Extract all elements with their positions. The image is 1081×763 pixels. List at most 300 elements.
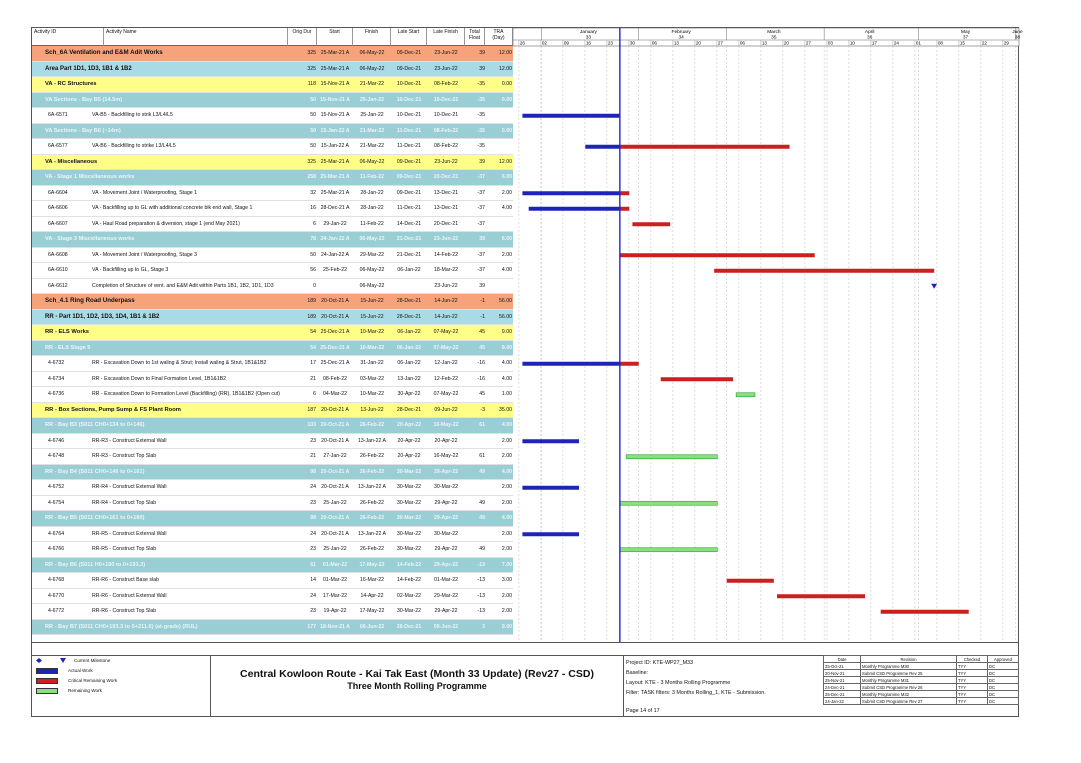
svg-text:33: 33 bbox=[585, 35, 592, 41]
cell-lf: 29-Apr-22 bbox=[434, 561, 458, 568]
cell-name: RR-R3 - Construct External Wall bbox=[92, 437, 167, 444]
cell-finish: 21-Mar-22 bbox=[359, 127, 385, 134]
cell-ls: 30-Mar-22 bbox=[397, 484, 421, 491]
cell-od: 24 bbox=[310, 592, 316, 599]
cell-lf: 12-Feb-22 bbox=[434, 375, 458, 382]
cell-start: 28-Dec-21 A bbox=[320, 205, 350, 212]
cell-start: 25-Dec-21 A bbox=[320, 329, 350, 336]
cell-lf: 12-Jan-22 bbox=[434, 360, 458, 367]
baseline: Baseline: bbox=[626, 670, 649, 676]
cell-ls: 10-Dec-21 bbox=[396, 81, 422, 88]
svg-text:29: 29 bbox=[1003, 40, 1009, 46]
rev-head-date: Date bbox=[824, 656, 861, 663]
cell-start: 15-Nov-21 A bbox=[320, 81, 350, 88]
remaining-bar[interactable] bbox=[626, 455, 717, 459]
activity-row[interactable] bbox=[32, 496, 513, 512]
actual-bar[interactable] bbox=[522, 486, 579, 490]
cell-tf: -37 bbox=[477, 267, 485, 274]
svg-text:30: 30 bbox=[629, 40, 635, 46]
cell-od: 50 bbox=[310, 112, 316, 119]
cell-finish: 10-Mar-22 bbox=[360, 391, 384, 398]
cell-tra: 2.00 bbox=[501, 592, 512, 599]
wbs-group-row[interactable] bbox=[32, 465, 513, 481]
cell-finish: 31-Jan-22 bbox=[360, 360, 384, 367]
cell-tf: -35 bbox=[477, 143, 485, 150]
cell-start: 29-Jan-22 bbox=[323, 220, 347, 227]
activity-row[interactable] bbox=[32, 589, 513, 605]
cell-od: 50 bbox=[310, 143, 316, 150]
wbs-group-row[interactable] bbox=[32, 124, 513, 140]
revision-cell: TYY bbox=[957, 677, 988, 684]
revision-cell: 25-Nov-21 bbox=[824, 677, 861, 684]
cell-tf: -35 bbox=[477, 96, 485, 103]
wbs-group-row[interactable] bbox=[32, 341, 513, 357]
cell-tra: 2.00 bbox=[501, 546, 512, 553]
header-late-start[interactable]: Late Start bbox=[391, 28, 427, 46]
activity-row[interactable] bbox=[32, 263, 513, 279]
actual-bar[interactable] bbox=[585, 145, 620, 149]
cell-tf: -13 bbox=[477, 577, 485, 584]
header-late-finish[interactable]: Late Finish bbox=[427, 28, 465, 46]
cell-tf bbox=[465, 527, 485, 542]
revision-cell: TYY bbox=[957, 684, 988, 691]
cell-start: 20-Oct-21 A bbox=[321, 437, 349, 444]
activity-row[interactable] bbox=[32, 279, 513, 295]
cell-tf: -3 bbox=[480, 406, 485, 413]
critical-bar[interactable] bbox=[620, 191, 629, 195]
cell-tf: -16 bbox=[477, 360, 485, 367]
header-total-float[interactable]: Total Float bbox=[465, 28, 485, 46]
cell-lf: 14-Feb-22 bbox=[434, 251, 458, 258]
cell-finish: 26-Feb-22 bbox=[359, 515, 385, 522]
cell-ls: 11-Dec-21 bbox=[397, 205, 421, 212]
cell-od: 325 bbox=[307, 50, 316, 57]
cell-lf: 07-May-22 bbox=[433, 344, 459, 351]
cell-start: 20-Oct-21 A bbox=[321, 484, 349, 491]
cell-od: 23 bbox=[310, 546, 316, 553]
cell-id: 4-6734 bbox=[48, 375, 65, 382]
critical-bar[interactable] bbox=[881, 610, 969, 614]
cell-start: 25-Mar-21 A bbox=[320, 189, 350, 196]
cell-name: VA Sections - Bay B5 (14.5m) bbox=[45, 96, 123, 103]
cell-od: 78 bbox=[310, 236, 316, 243]
cell-name: VA - Backfilling up to GL with additional concrete blk end wall, Stage 1 bbox=[92, 205, 253, 212]
cell-ls: 20-Apr-22 bbox=[397, 422, 421, 429]
svg-text:16: 16 bbox=[585, 40, 591, 46]
cell-finish: 06-May-22 bbox=[359, 282, 385, 289]
revision-cell: DC bbox=[988, 684, 1019, 691]
cell-name: VA - Miscellaneous bbox=[45, 158, 98, 165]
header-start[interactable]: Start bbox=[317, 28, 353, 46]
cell-name: RR - Excavation Down to Formation Level (Backfilling) (RR), 1B1&1B2 (Open cut) bbox=[92, 391, 280, 398]
svg-text:27: 27 bbox=[717, 40, 723, 46]
cell-od: 16 bbox=[310, 205, 316, 212]
critical-bar[interactable] bbox=[714, 269, 934, 273]
remaining-bar[interactable] bbox=[620, 501, 717, 505]
cell-tf: -13 bbox=[477, 561, 485, 568]
revision-cell: 20-Nov-21 bbox=[824, 670, 861, 677]
header-finish[interactable]: Finish bbox=[353, 28, 391, 46]
cell-name: RR-R6 - Construct Base slab bbox=[92, 577, 159, 584]
wbs-group-row[interactable] bbox=[32, 310, 513, 326]
cell-id: 6A-6571 bbox=[48, 112, 68, 119]
cell-name: RR - ELS Works bbox=[45, 329, 90, 336]
cell-name: RR - Excavation Down to Final Formation Level, 1B1&1B2 bbox=[92, 375, 227, 382]
svg-text:23: 23 bbox=[607, 40, 613, 46]
svg-text:April: April bbox=[864, 30, 875, 35]
activity-row[interactable] bbox=[32, 573, 513, 589]
cell-tra: 3.00 bbox=[501, 577, 512, 584]
cell-start: 01-Mar-22 bbox=[323, 577, 347, 584]
legend bbox=[32, 655, 210, 717]
cell-name: RR - ELS Stage 5 bbox=[45, 344, 91, 351]
cell-start: 25-Mar-21 A bbox=[320, 174, 350, 181]
cell-finish: 15-Jun-22 bbox=[360, 298, 384, 305]
revision-cell: DC bbox=[988, 670, 1019, 677]
cell-od: 103 bbox=[307, 422, 316, 429]
cell-tra: 4.00 bbox=[501, 515, 512, 522]
cell-od: 24 bbox=[310, 530, 316, 537]
cell-lf: 16-May-22 bbox=[433, 422, 459, 429]
cell-ls: 30-Mar-22 bbox=[396, 468, 422, 475]
cell-finish: 26-Feb-22 bbox=[360, 546, 384, 553]
cell-name: RR-R4 - Construct External Wall bbox=[92, 484, 167, 491]
activity-row[interactable] bbox=[32, 139, 513, 155]
svg-text:May: May bbox=[961, 30, 971, 35]
cell-finish: 25-Jan-22 bbox=[360, 112, 384, 119]
wbs-group-row[interactable] bbox=[32, 46, 513, 62]
filter-text: Filter: TASK filters: 3 Months Rolling_1, KTE - Submission. bbox=[626, 690, 766, 696]
cell-name: Sch_4.1 Ring Road Underpass bbox=[45, 297, 135, 305]
cell-name: VA-B5 - Backfilling to strik L3/L4/L5 bbox=[92, 112, 173, 119]
cell-tf bbox=[465, 434, 485, 449]
cell-lf: 23-Jun-22 bbox=[434, 158, 458, 165]
cell-lf: 30-Mar-22 bbox=[434, 484, 458, 491]
cell-id: 4-6768 bbox=[48, 577, 65, 584]
cell-finish: 25-Jan-22 bbox=[360, 96, 384, 103]
wbs-group-row[interactable] bbox=[32, 77, 513, 93]
activity-row[interactable] bbox=[32, 387, 513, 403]
cell-od: 21 bbox=[310, 375, 316, 382]
actual-bar[interactable] bbox=[529, 207, 620, 211]
svg-text:22: 22 bbox=[981, 40, 987, 46]
legend-critical bbox=[36, 677, 117, 684]
cell-finish: 13-Jan-22 A bbox=[358, 437, 386, 444]
footer-separator bbox=[32, 642, 1019, 643]
cell-tra: 0.00 bbox=[501, 127, 512, 134]
cell-tra: 2.00 bbox=[501, 453, 512, 460]
cell-finish: 06-Jun-22 bbox=[359, 623, 385, 630]
activity-row[interactable] bbox=[32, 434, 513, 450]
cell-od: 61 bbox=[310, 561, 316, 568]
wbs-group-row[interactable] bbox=[32, 155, 513, 171]
revision-table bbox=[823, 655, 1019, 717]
cell-start: 25-Jan-22 bbox=[323, 499, 347, 506]
cell-start bbox=[317, 279, 353, 294]
cell-lf: 18-Mar-22 bbox=[434, 267, 458, 274]
cell-lf: 01-Mar-22 bbox=[434, 577, 458, 584]
actual-bar[interactable] bbox=[522, 362, 619, 366]
cell-ls: 09-Dec-21 bbox=[396, 189, 422, 196]
wbs-group-row[interactable] bbox=[32, 62, 513, 78]
cell-finish: 14-Apr-22 bbox=[360, 592, 384, 599]
cell-name: RR - Excavation Down to 1st waling & Strut; Install waling & Strut, 1B1&1B2 bbox=[92, 360, 267, 367]
cell-ls: 21-Dec-21 bbox=[396, 251, 422, 258]
cell-ls: 06-Jan-22 bbox=[397, 329, 421, 336]
cell-start: 20-Oct-21 A bbox=[320, 515, 350, 522]
wbs-group-row[interactable] bbox=[32, 93, 513, 109]
cell-tf: 39 bbox=[479, 158, 485, 165]
cell-od: 23 bbox=[310, 608, 316, 615]
wbs-group-row[interactable] bbox=[32, 403, 513, 419]
cell-tf: -35 bbox=[477, 81, 485, 88]
cell-name: RR - Part 1D1, 1D2, 1D3, 1D4, 1B1 & 1B2 bbox=[45, 313, 160, 320]
header-activity-id[interactable]: Activity ID bbox=[32, 28, 104, 46]
header-activity-name[interactable]: Activity Name bbox=[104, 28, 288, 46]
cell-tra: 2.00 bbox=[501, 530, 512, 537]
svg-text:36: 36 bbox=[867, 35, 873, 41]
revision-cell: 25-Dec-21 bbox=[824, 691, 861, 698]
cell-name: RR-R4 - Construct Top Slab bbox=[92, 499, 157, 506]
legend-remaining bbox=[36, 687, 102, 694]
cell-lf: 29-Mar-22 bbox=[434, 592, 458, 599]
cell-name: RR-R5 - Construct External Wall bbox=[92, 530, 167, 537]
cell-tra: 9.00 bbox=[501, 344, 512, 351]
milestone-marker[interactable] bbox=[931, 284, 937, 289]
cell-finish: 26-Feb-22 bbox=[360, 453, 384, 460]
cell-name: Area Part 1D1, 1D3, 1B1 & 1B2 bbox=[45, 65, 132, 72]
cell-start: 08-Feb-22 bbox=[323, 375, 347, 382]
cell-tf: 61 bbox=[479, 422, 485, 429]
critical-bar[interactable] bbox=[727, 579, 774, 583]
revision-row bbox=[824, 670, 1019, 677]
cell-finish: 06-May-22 bbox=[359, 50, 385, 57]
legend-remaining-label: Remaining Work bbox=[68, 688, 102, 693]
cell-id: 4-6732 bbox=[48, 360, 65, 367]
wbs-group-row[interactable] bbox=[32, 558, 513, 574]
cell-finish: 13-Jun-22 bbox=[360, 406, 384, 413]
activity-row[interactable] bbox=[32, 372, 513, 388]
header-orig-dur[interactable]: Orig Dur bbox=[288, 28, 317, 46]
svg-text:37: 37 bbox=[962, 35, 969, 41]
critical-bar[interactable] bbox=[620, 253, 815, 257]
cell-od: 23 bbox=[310, 437, 316, 444]
cell-name: VA - RC Structures bbox=[45, 81, 97, 88]
activity-row[interactable] bbox=[32, 248, 513, 264]
critical-bar[interactable] bbox=[620, 145, 790, 149]
revision-cell: TYY bbox=[957, 691, 988, 698]
svg-text:26: 26 bbox=[519, 40, 525, 46]
cell-tra: 2.00 bbox=[501, 484, 512, 491]
cell-id: 6A-6607 bbox=[48, 220, 68, 227]
cell-od: 258 bbox=[307, 174, 316, 181]
cell-od: 24 bbox=[310, 484, 316, 491]
cell-id: 4-6754 bbox=[48, 499, 65, 506]
cell-finish: 26-Feb-22 bbox=[359, 468, 385, 475]
cell-tf: 39 bbox=[479, 65, 485, 72]
cell-tra: 12.00 bbox=[499, 50, 512, 57]
remaining-bar[interactable] bbox=[736, 393, 755, 397]
cell-lf: 29-Apr-22 bbox=[434, 515, 458, 522]
wbs-group-row[interactable] bbox=[32, 620, 513, 636]
cell-lf: 20-Dec-21 bbox=[433, 174, 459, 181]
revision-row bbox=[824, 677, 1019, 684]
cell-finish: 16-Mar-22 bbox=[360, 577, 384, 584]
cell-start: 15-Nov-21 A bbox=[320, 96, 350, 103]
cell-ls: 09-Dec-21 bbox=[396, 65, 422, 72]
cell-name: VA - Haul Road preparation & diversion, stage 1 (end May 2021) bbox=[92, 220, 240, 227]
cell-lf: 14-Jun-22 bbox=[434, 298, 458, 305]
cell-tf: 39 bbox=[479, 50, 485, 57]
critical-bar[interactable] bbox=[620, 362, 639, 366]
cell-id: 4-6748 bbox=[48, 453, 65, 460]
cell-ls: 30-Mar-22 bbox=[397, 608, 421, 615]
cell-start: 24-Jan-22 A bbox=[320, 236, 350, 243]
cell-start: 25-Mar-21 A bbox=[320, 65, 350, 72]
cell-finish: 21-Mar-22 bbox=[360, 81, 384, 88]
cell-lf: 09-Jun-22 bbox=[434, 406, 458, 413]
revision-cell: 24-Jan-22 bbox=[824, 698, 861, 705]
cell-tra: 12.00 bbox=[499, 65, 512, 72]
cell-ls: 28-Dec-21 bbox=[396, 313, 422, 320]
remaining-bar[interactable] bbox=[620, 548, 717, 552]
cell-id: 6A-6604 bbox=[48, 189, 68, 196]
revision-cell: 24-Dec-21 bbox=[824, 684, 861, 691]
activity-row[interactable] bbox=[32, 449, 513, 465]
cell-od: 0 bbox=[313, 282, 316, 289]
actual-bar[interactable] bbox=[522, 439, 579, 443]
legend-critical-label: Critical Remaining Work bbox=[68, 678, 118, 683]
wbs-group-row[interactable] bbox=[32, 170, 513, 186]
cell-lf: 09-Jun-22 bbox=[433, 623, 459, 630]
cell-od: 50 bbox=[310, 127, 316, 134]
page-number: Page 14 of 17 bbox=[626, 708, 660, 714]
header-tra[interactable]: TRA (Day) bbox=[485, 28, 513, 46]
cell-ls: 06-Jan-22 bbox=[397, 360, 421, 367]
critical-bar[interactable] bbox=[620, 207, 629, 211]
cell-lf: 13-Dec-21 bbox=[433, 189, 459, 196]
cell-od: 325 bbox=[307, 65, 316, 72]
critical-bar[interactable] bbox=[632, 222, 670, 226]
activity-row[interactable] bbox=[32, 201, 513, 217]
gantt-chart bbox=[513, 46, 1019, 642]
cell-ls: 20-Apr-22 bbox=[397, 437, 421, 444]
cell-name: VA - Movement Joint / Waterproofing, Stage 3 bbox=[92, 251, 197, 258]
revision-cell: TYY bbox=[957, 698, 988, 705]
remaining-swatch bbox=[36, 688, 58, 694]
svg-text:38: 38 bbox=[1014, 35, 1021, 41]
cell-lf: 29-Apr-22 bbox=[434, 468, 458, 475]
wbs-group-row[interactable] bbox=[32, 511, 513, 527]
actual-bar[interactable] bbox=[522, 114, 619, 118]
cell-id: 4-6772 bbox=[48, 608, 65, 615]
cell-name: RR - Bay B5 (S011 CH0+161 to 0+180) bbox=[45, 515, 145, 522]
cell-lf: 13-Dec-21 bbox=[433, 205, 459, 212]
wbs-group-row[interactable] bbox=[32, 418, 513, 434]
cell-finish: 13-Jan-22 A bbox=[358, 484, 386, 491]
activity-row[interactable] bbox=[32, 527, 513, 543]
cell-tra: 0.00 bbox=[501, 81, 512, 88]
cell-start: 18-Nov-21 A bbox=[320, 623, 350, 630]
activity-row[interactable] bbox=[32, 356, 513, 372]
report-title: Central Kowloon Route - Kai Tak East (Month 33 Update) (Rev27 - CSD) bbox=[240, 668, 594, 680]
cell-tf: -16 bbox=[477, 375, 485, 382]
cell-name: Sch_6A Ventilation and E&M Adit Works bbox=[45, 49, 163, 57]
activity-row[interactable] bbox=[32, 186, 513, 202]
cell-name: VA-B6 - Backfilling to strike L3/L4/L5 bbox=[92, 143, 176, 150]
svg-text:20: 20 bbox=[783, 40, 789, 46]
project-info bbox=[626, 658, 821, 716]
cell-tf: 45 bbox=[479, 329, 485, 336]
cell-ls: 28-Dec-21 bbox=[396, 623, 422, 630]
cell-id: 4-6746 bbox=[48, 437, 65, 444]
cell-start: 01-Mar-22 bbox=[322, 561, 348, 568]
activity-row[interactable] bbox=[32, 542, 513, 558]
activity-row[interactable] bbox=[32, 604, 513, 620]
cell-ls: 30-Apr-22 bbox=[397, 391, 421, 398]
cell-ls: 13-Jan-22 bbox=[397, 375, 421, 382]
cell-name: RR-R6 - Construct Top Slab bbox=[92, 608, 157, 615]
cell-finish: 03-Mar-22 bbox=[360, 375, 384, 382]
activity-row[interactable] bbox=[32, 108, 513, 124]
cell-tf: 61 bbox=[479, 453, 485, 460]
critical-bar[interactable] bbox=[777, 594, 865, 598]
cell-tra: 6.00 bbox=[501, 236, 512, 243]
cell-id: 6A-6577 bbox=[48, 143, 68, 150]
actual-bar[interactable] bbox=[522, 532, 579, 536]
revision-cell: DC bbox=[988, 677, 1019, 684]
cell-tf: -37 bbox=[477, 205, 485, 212]
wbs-group-row[interactable] bbox=[32, 294, 513, 310]
revision-row bbox=[824, 691, 1019, 698]
revision-row bbox=[824, 684, 1019, 691]
wbs-group-row[interactable] bbox=[32, 325, 513, 341]
activity-row[interactable] bbox=[32, 217, 513, 233]
cell-id: 4-6764 bbox=[48, 530, 65, 537]
revision-cell: DC bbox=[988, 691, 1019, 698]
wbs-group-row[interactable] bbox=[32, 232, 513, 248]
cell-od: 23 bbox=[310, 499, 316, 506]
cell-tf: -13 bbox=[477, 592, 485, 599]
revision-cell: 25-Oct-21 bbox=[824, 663, 861, 670]
cell-tra: 56.00 bbox=[499, 313, 512, 320]
cell-lf: 10-Dec-21 bbox=[433, 112, 459, 119]
actual-bar[interactable] bbox=[522, 191, 619, 195]
cell-start: 25-Dec-21 A bbox=[320, 344, 350, 351]
svg-text:15: 15 bbox=[959, 40, 965, 46]
cell-tra: 4.00 bbox=[501, 468, 512, 475]
cell-tra: 4.00 bbox=[501, 205, 512, 212]
critical-bar[interactable] bbox=[661, 377, 733, 381]
activity-row[interactable] bbox=[32, 480, 513, 496]
cell-lf: 23-Jun-22 bbox=[433, 236, 459, 243]
cell-tf: 45 bbox=[479, 344, 485, 351]
cell-ls: 14-Dec-21 bbox=[396, 220, 422, 227]
cell-start: 25-Jan-22 bbox=[323, 546, 347, 553]
revision-cell: TYY bbox=[957, 663, 988, 670]
cell-start: 20-Oct-21 A bbox=[320, 468, 350, 475]
cell-lf: 07-May-22 bbox=[433, 391, 459, 398]
cell-ls: 14-Feb-22 bbox=[397, 577, 421, 584]
cell-ls bbox=[391, 279, 427, 294]
cell-ls: 06-Jan-22 bbox=[397, 344, 421, 351]
cell-tra: 2.00 bbox=[501, 437, 512, 444]
cell-ls: 06-Jan-22 bbox=[397, 267, 421, 274]
legend-milestone bbox=[36, 657, 110, 664]
cell-ls: 30-Mar-22 bbox=[397, 546, 421, 553]
cell-start: 25-Mar-21 A bbox=[320, 158, 350, 165]
cell-tf: 39 bbox=[479, 236, 485, 243]
